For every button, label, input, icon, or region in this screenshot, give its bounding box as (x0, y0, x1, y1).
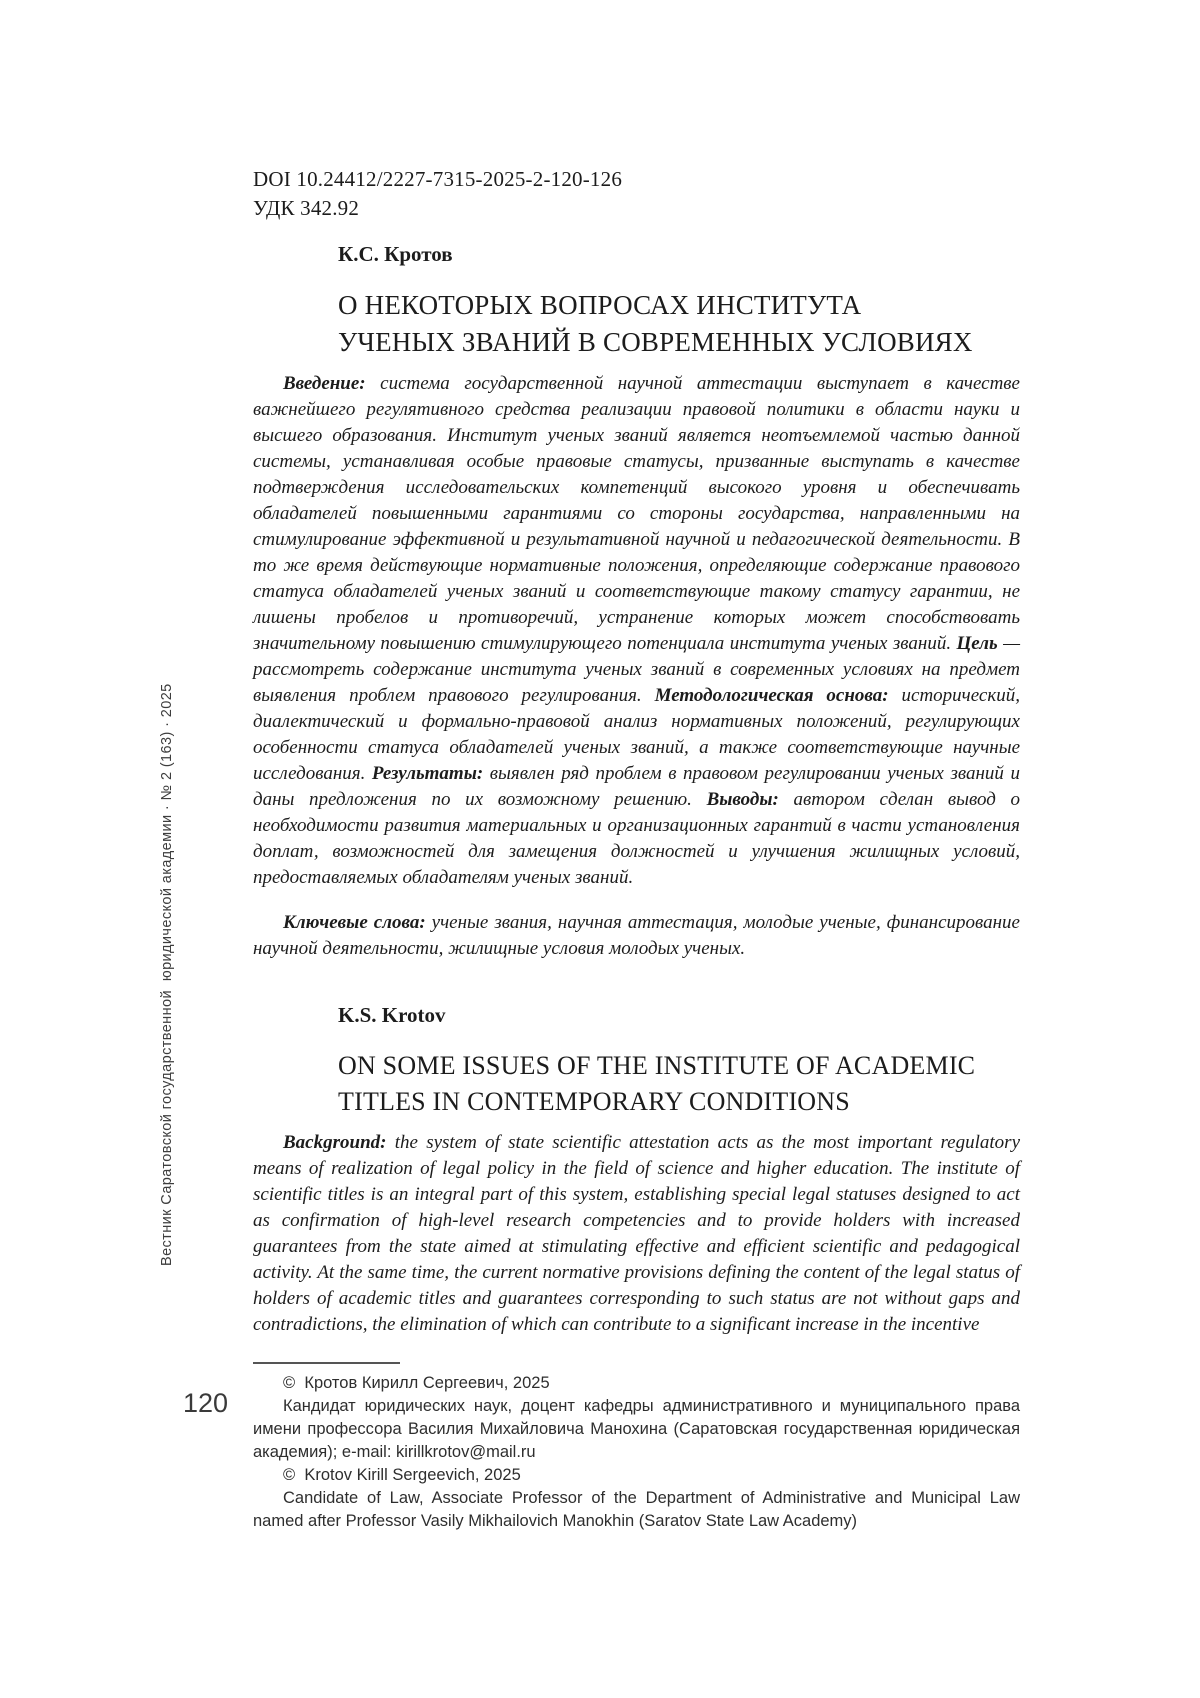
article-title-ru-line1: О НЕКОТОРЫХ ВОПРОСАХ ИНСТИТУТА (338, 290, 862, 320)
doi-line: DOI 10.24412/2227-7315-2025-2-120-126 (253, 167, 623, 191)
journal-sidebar-text: Вестник Саратовской государственной юридической академии · № 2 (163) · 2025 (159, 683, 175, 1266)
article-title-en (338, 1048, 1020, 1120)
article-title-ru-line2: УЧЕНЫХ ЗВАНИЙ В СОВРЕМЕННЫХ УСЛОВИЯХ (338, 327, 973, 357)
udk-line: УДК 342.92 (253, 196, 360, 220)
article-title-en-line2: TITLES IN CONTEMPORARY CONDITIONS (338, 1087, 850, 1116)
author-name-en: K.S. Krotov (338, 1003, 446, 1027)
author-name-ru: К.С. Кротов (338, 242, 453, 266)
footnote-affiliation-en: Candidate of Law, Associate Professor of the Department of Administrative and Municipal Law named after Professor Vasily Mikhailovich Manokhin (Saratov State Law Academy) (253, 1489, 1020, 1530)
footnote-block (253, 1362, 1020, 1533)
identifier-block (253, 165, 1020, 223)
keywords-ru: Ключевые слова: ученые звания, научная аттестация, молодые ученые, финансирование научной деятельности, жилищные условия молодых ученых. (253, 912, 1020, 959)
footnote-copyright-ru: © Кротов Кирилл Сергеевич, 2025 (283, 1374, 550, 1392)
article-title-en-line1: ON SOME ISSUES OF THE INSTITUTE OF ACADEMIC (338, 1051, 976, 1080)
footnote-rule (253, 1362, 400, 1364)
page-number: 120 (183, 1388, 229, 1418)
footnote-affiliation-ru: Кандидат юридических наук, доцент кафедры административного и муниципального права имени профессора Василия Михайловича Манохина (Саратовская государственная юридическая академия); e-mail: kirillkrotov@mail.ru (253, 1397, 1020, 1461)
article-title-ru (338, 287, 1020, 361)
article-content (253, 165, 1020, 1533)
abstract-ru: Введение: система государственной научной аттестации выступает в качестве важнейшего регулятивного средства реализации правовой политики в области науки и высшего образования. Институт ученых званий является неотъемлемой частью данной системы, устанавливая особые правовые статусы, призванные выступать в качестве подтверждения исследовательских компетенций высокого уровня и обеспечивать обладателей повышенными гарантиями со стороны государства, направленными на стимулирование эффективной и результативной научной и педагогической деятельности. В то же время действующие нормативные положения, определяющие содержание правового статуса обладателей ученых званий и соответствующие такому статусу гарантии, не лишены пробелов и противоречий, устранение которых может способствовать значительному повышению стимулирующего потенциала института ученых званий. Цель — рассмотреть содержание института ученых званий в современных условиях на предмет выявления проблем правового регулирования. Методологическая основа: исторический, диалектический и формально-правовой анализ нормативных положений, регулирующих особенности статуса обладателей ученых званий, а также соответствующие научные исследования. Результаты: выявлен ряд проблем в правовом регулировании ученых званий и даны предложения по их возможному решению. Выводы: автором сделан вывод о необходимости развития материальных и организационных гарантий в части установления доплат, возможностей для замещения должностей и улучшения жилищных условий, предоставляемых обладателям ученых званий. (253, 373, 1020, 888)
abstract-en: Background: the system of state scientific attestation acts as the most important regulatory means of realization of legal policy in the field of science and higher education. The institute of scientific titles is an integral part of this system, establishing special legal statuses designed to act as confirmation of high-level research competencies and to provide holders with increased guarantees from the state aimed at stimulating effective and efficient scientific and pedagogical activity. At the same time, the current normative provisions defining the content of the legal status of holders of academic titles and guarantees corresponding to such status are not without gaps and contradictions, the elimination of which can contribute to a significant increase in the incentive (253, 1132, 1020, 1335)
footnote-copyright-en: © Krotov Kirill Sergeevich, 2025 (283, 1466, 521, 1484)
